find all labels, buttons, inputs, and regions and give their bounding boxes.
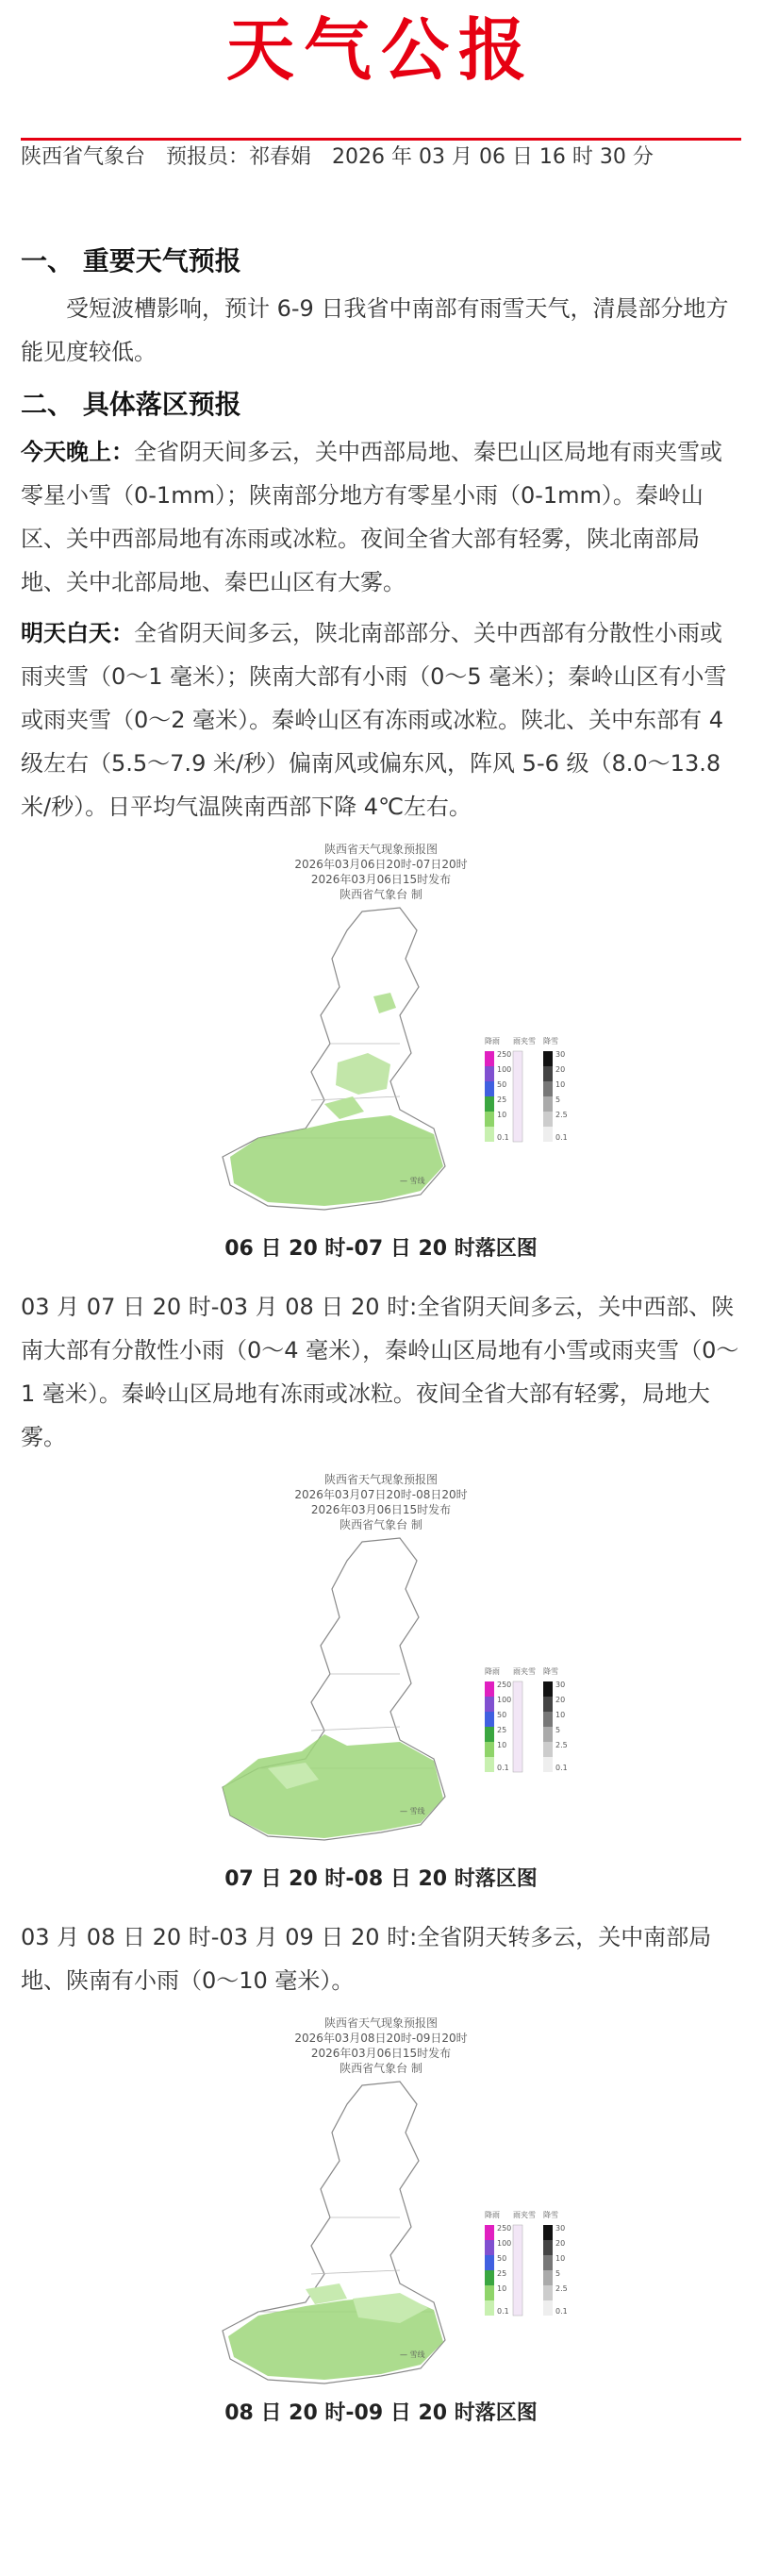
map-1-title: 陕西省天气现象预报图 — [323, 843, 438, 856]
bulletin-title: 天气公报 — [225, 9, 536, 90]
snow-tick: 2.5 — [555, 1111, 568, 1119]
period3-paragraph — [21, 1915, 741, 2002]
map-1-caption: 06 日 20 时-07 日 20 时落区图 — [224, 1237, 538, 1261]
snow-tick: 5 — [555, 1726, 561, 1734]
rain-tick: 50 — [497, 2254, 507, 2263]
rain-tick: 25 — [497, 1726, 507, 1734]
snow-tick: 5 — [555, 1096, 561, 1104]
rain-tick: 100 — [497, 2239, 512, 2248]
snow-tick: 10 — [555, 1711, 566, 1719]
byline: 陕西省气象台 预报员：祁春娟 2026 年 03 月 06 日 16 时 30 分 — [21, 145, 654, 169]
legend-snow: 降雪 — [543, 1667, 558, 1676]
snow-tick: 2.5 — [555, 1741, 568, 1749]
legend-sleet: 雨夹雪 — [513, 1037, 536, 1045]
map-3-issued: 2026年03月06日15时发布 — [310, 2047, 452, 2060]
snow-tick: 30 — [555, 2224, 566, 2233]
rain-tick: 250 — [497, 2224, 512, 2233]
rain-tick: 100 — [497, 1696, 512, 1704]
rain-tick: 250 — [497, 1681, 512, 1689]
tonight-paragraph — [21, 430, 741, 604]
snow-tick: 10 — [555, 2254, 566, 2263]
legend-sleet: 雨夹雪 — [513, 1667, 536, 1676]
snow-tick: 20 — [555, 1696, 566, 1704]
rain-tick: 100 — [497, 1065, 512, 1074]
rain-tick: 25 — [497, 1096, 507, 1104]
snow-tick: 0.1 — [555, 2307, 568, 2316]
snow-tick: 0.1 — [555, 1133, 568, 1142]
section1-heading: 一、 重要天气预报 — [21, 245, 241, 276]
forecast-map-3 — [117, 2016, 645, 2433]
rain-tick: 25 — [497, 2269, 507, 2278]
period3-label: 03 月 08 日 20 时-03 月 09 日 20 时: — [21, 1924, 418, 1950]
rain-area — [223, 1734, 443, 1838]
rain-tick: 10 — [497, 1111, 507, 1119]
tomorrow-label: 明天白天： — [21, 620, 134, 646]
map-2-range: 2026年03月07日20时-08日20时 — [294, 1488, 468, 1501]
section1-text: 受短波槽影响，预计 6-9 日我省中南部有雨雪天气，清晨部分地方能见度较低。 — [21, 295, 729, 365]
map-2-title: 陕西省天气现象预报图 — [323, 1473, 438, 1486]
period3-text: 全省阴天转多云，关中南部局地、陕南有小雨（0～10 毫米）。 — [21, 1924, 712, 1994]
legend-note: — 雪线 — [400, 1807, 425, 1815]
period2-text: 全省阴天间多云，关中西部、陕南大部有分散性小雨（0～4 毫米），秦岭山区局地有小雪或雨夹雪（0～1 毫米）。秦岭山区局地有冻雨或冰粒。夜间全省大部有轻雾，局地大雾。 — [21, 1294, 739, 1450]
map-1-graphic — [117, 902, 645, 1223]
legend-note: — 雪线 — [400, 2350, 425, 2359]
snow-tick: 20 — [555, 1065, 566, 1074]
tonight-label: 今天晚上： — [21, 439, 134, 465]
tomorrow-text: 全省阴天间多云，陕北南部部分、关中西部有分散性小雨或雨夹雪（0～1 毫米）；陕南大部有小雨（0～5 毫米）；秦岭山区有小雪或雨夹雪（0～2 毫米）。秦岭山区有冻雨或冰粒。陕北、关中东部有 4 级左右（5.5～7.9 米/秒）偏南风或偏东风，阵风 5-6 级（8.0～13.8 米/秒）。日平均气温陕南西部下降 4℃左右。 — [21, 620, 727, 820]
map-3-agency: 陕西省气象台 制 — [340, 2062, 422, 2075]
rain-tick: 250 — [497, 1050, 512, 1059]
legend-rain: 降雨 — [485, 1667, 500, 1676]
map-1-issued: 2026年03月06日15时发布 — [310, 873, 452, 886]
section2-heading: 二、 具体落区预报 — [21, 389, 241, 420]
map-2-caption: 07 日 20 时-08 日 20 时落区图 — [224, 1867, 538, 1891]
snow-tick: 20 — [555, 2239, 566, 2248]
bulletin-body — [21, 236, 741, 2450]
map-1-range: 2026年03月06日20时-07日20时 — [294, 858, 468, 871]
map-3-range: 2026年03月08日20时-09日20时 — [294, 2032, 468, 2045]
period2-label: 03 月 07 日 20 时-03 月 08 日 20 时: — [21, 1294, 418, 1320]
snow-tick: 10 — [555, 1080, 566, 1089]
legend-sleet: 雨夹雪 — [513, 2211, 536, 2219]
rain-tick: 10 — [497, 2284, 507, 2293]
snow-tick: 5 — [555, 2269, 561, 2278]
rain-tick: 50 — [497, 1080, 507, 1089]
tonight-text: 全省阴天间多云，关中西部局地、秦巴山区局地有雨夹雪或零星小雪（0-1mm）；陕南部分地方有零星小雨（0-1mm）。秦岭山区、关中西部局地有冻雨或冰粒。夜间全省大部有轻雾，陕北南部局地、关中北部局地、秦巴山区有大雾。 — [21, 439, 722, 595]
rain-tick: 10 — [497, 1741, 507, 1749]
legend-rain: 降雨 — [485, 2211, 500, 2219]
rain-tick: 0.1 — [497, 1133, 509, 1142]
map-2-agency: 陕西省气象台 制 — [340, 1518, 422, 1531]
rain-tick: 50 — [497, 1711, 507, 1719]
map-2-graphic — [117, 1532, 645, 1853]
tomorrow-paragraph — [21, 611, 741, 828]
rain-tick: 0.1 — [497, 1764, 509, 1772]
forecast-map-2 — [117, 1472, 645, 1899]
legend-snow: 降雪 — [543, 1037, 558, 1045]
rain-tick: 0.1 — [497, 2307, 509, 2316]
map-3-title: 陕西省天气现象预报图 — [323, 2016, 438, 2030]
map-3-caption: 08 日 20 时-09 日 20 时落区图 — [224, 2401, 538, 2425]
period2-paragraph — [21, 1285, 741, 1459]
map-3-graphic — [117, 2076, 645, 2387]
legend-note: — 雪线 — [400, 1177, 425, 1185]
legend-snow: 降雪 — [543, 2211, 558, 2219]
legend-rain: 降雨 — [485, 1037, 500, 1045]
snow-tick: 2.5 — [555, 2284, 568, 2293]
snow-tick: 30 — [555, 1681, 566, 1689]
map-1-agency: 陕西省气象台 制 — [340, 888, 422, 901]
snow-tick: 30 — [555, 1050, 566, 1059]
map-2-issued: 2026年03月06日15时发布 — [310, 1503, 452, 1516]
forecast-map-1 — [117, 842, 645, 1268]
snow-tick: 0.1 — [555, 1764, 568, 1772]
